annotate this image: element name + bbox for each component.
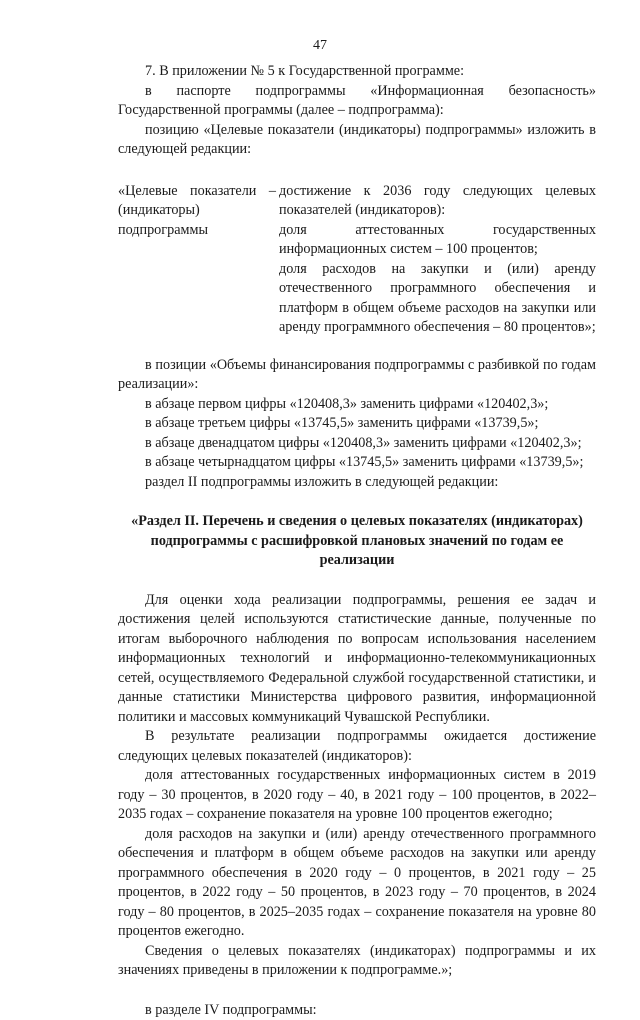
paragraph: доля расходов на закупки и (или) аренду отечественного программного обеспечения и платформ в общем объеме расходов на закупки или аренду программного обеспечения в 2020 году – 0 процентов, в 2021 году – 25 процентов, в 2022 году – 50 процентов, в 2023 году – 70 процентов, в 2024 году – 80 процентов, в 2025–2035 годах – сохранение показателя на уровне 80 процентов ежегодно. (118, 825, 596, 942)
paragraph: В результате реализации подпрограммы ожидается достижение следующих целевых показателей (индикаторов): (118, 727, 596, 766)
paragraph: в позиции «Объемы финансирования подпрограммы с разбивкой по годам реализации»: (118, 356, 596, 395)
paragraph: позицию «Целевые показатели (индикаторы) подпрограммы» изложить в следующей редакции: (118, 121, 596, 160)
paragraph: в абзаце четырнадцатом цифры «13745,5» заменить цифрами «13739,5»; (118, 453, 596, 473)
paragraph: доля расходов на закупки и (или) аренду отечественного программного обеспечения и платформ в общем объеме расходов на закупки или аренду программного обеспечения – 80 процентов»; (279, 260, 596, 338)
paragraph: раздел II подпрограммы изложить в следующей редакции: (118, 473, 596, 493)
paragraph: в разделе IV подпрограммы: (118, 1001, 596, 1020)
paragraph: доля аттестованных государственных информационных систем в 2019 году – 30 процентов, в 2020 году – 40, в 2021 году – 100 процентов, в 2022–2035 годах – сохранение показателя на уровне 100 процентов ежегодно; (118, 766, 596, 825)
paragraph: Сведения о целевых показателях (индикаторах) подпрограммы и их значениях приведены в приложении к подпрограмме.»; (118, 942, 596, 981)
paragraph: Для оценки хода реализации подпрограммы, решения ее задач и достижения целей используются статистические данные, полученные по итогам выборочного наблюдения по вопросам использования населением информационных технологий и информационно-телекоммуникационных сетей, осуществляемого Федеральной службой государственной статистики, и данные статистики Министерства цифрового развития, информационной политики и массовых коммуникаций Чувашской Республики. (118, 591, 596, 728)
paragraph: в абзаце первом цифры «120408,3» заменить цифрами «120402,3»; (118, 395, 596, 415)
indicators-table-right (279, 182, 596, 338)
document-body (118, 62, 596, 1020)
paragraph: 7. В приложении № 5 к Государственной программе: (118, 62, 596, 82)
paragraph: в абзаце третьем цифры «13745,5» заменить цифрами «13739,5»; (118, 414, 596, 434)
indicators-table (118, 182, 596, 338)
indicators-table-left: «Целевые показатели – (индикаторы) подпрограммы (118, 182, 276, 338)
page-number: 47 (0, 38, 640, 54)
section-heading: «Раздел II. Перечень и сведения о целевых показателях (индикаторах) подпрограммы с расшифровкой плановых значений по годам ее реализации (118, 512, 596, 571)
paragraph: доля аттестованных государственных информационных систем – 100 процентов; (279, 221, 596, 260)
paragraph: в паспорте подпрограммы «Информационная безопасность» Государственной программы (далее – подпрограмма): (118, 82, 596, 121)
paragraph: в абзаце двенадцатом цифры «120408,3» заменить цифрами «120402,3»; (118, 434, 596, 454)
paragraph: достижение к 2036 году следующих целевых показателей (индикаторов): (279, 182, 596, 221)
